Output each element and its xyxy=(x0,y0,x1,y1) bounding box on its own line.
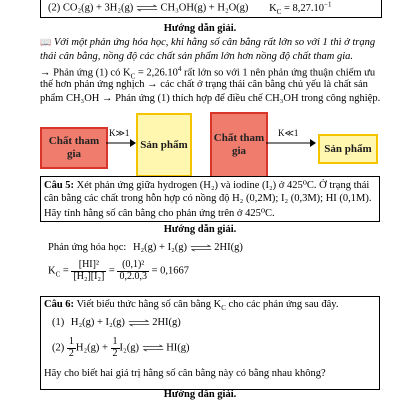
half-fraction-1: $\frac{1}{2}$ xyxy=(68,336,74,359)
q6-reaction-2: (2) $\frac{1}{2}$ H₂(g) + $\frac{1}{2}$ I₂(g) HI(g) xyxy=(52,336,190,359)
kc-calculation: $K_C$ = $\frac{\text{[HI]²}}{\text{[H₂][I₂]}}$ = $\frac{\text{(0,1)²}}{0,2.0,3}$ = 0,1667 xyxy=(48,259,190,282)
top-eq-kc: $K_C = 8,27.10^{-1}$ xyxy=(269,0,332,16)
kc-fraction-2: $\frac{\text{(0,1)²}}{0,2.0,3}$ xyxy=(119,259,147,282)
guide-heading-2: Hướng dẫn giải. xyxy=(163,224,237,235)
equilibrium-arrow-icon xyxy=(136,4,158,12)
q6-line-1: Câu 6: Viết biểu thức hằng số cân bằng $K_C$ cho các phản ứng sau đây. xyxy=(44,299,339,313)
half-fraction-2: $\frac{1}{2}$ xyxy=(112,336,118,359)
equilibrium-arrow-icon xyxy=(190,244,212,252)
q5-line-2: cân bằng các chất trong hỗn hợp có nồng độ H₂ (0,2M); I₂ (0,3M); HI (0,1M). xyxy=(44,193,372,204)
top-eq-reactants: (2) CO₂(g) + 3H₂(g) xyxy=(48,2,134,14)
guide-heading-1: Hướng dẫn giải. xyxy=(163,23,237,34)
guide-heading-3: Hướng dẫn giải. xyxy=(163,389,237,400)
q5-line-1: Câu 5: Xét phản ứng giữa hydrogen (H₂) và iodine (I₂) ở 425⁰C. Ở trạng thái xyxy=(44,180,370,191)
paragraph-2-line-2: thế hơn phản ứng nghịch → các chất ở trạng thái cân bằng chủ yếu là chất sản xyxy=(40,79,368,90)
product-card-right: Sản phẩm xyxy=(318,134,378,164)
q5-line-3: Hãy tính hằng số cân bằng cho phản ứng trên ở 425⁰C. xyxy=(44,208,275,219)
paragraph-1-line-2: thái cân bằng, nồng độ các chất sản phẩm lớn hơn nồng độ chất tham gia. xyxy=(40,51,354,62)
paragraph-1-line-1: 📖 Với một phản ứng hóa học, khi hằng số cân bằng rất lớn so với 1 thì ở trạng xyxy=(40,37,376,48)
kc-fraction-1: $\frac{\text{[HI]²}}{\text{[H₂][I₂]}}$ xyxy=(73,259,105,282)
top-eq-products: CH₃OH(g) + H₂O(g) xyxy=(160,2,249,14)
paragraph-2-line-3: phẩm CH₃OH → Phản ứng (1) thích hợp để điều chế CH₃OH trong công nghiệp. xyxy=(40,93,381,104)
kc-result: = 0,1667 xyxy=(151,265,190,277)
paragraph-2-line-1: → Phản ứng (1) có $K_C = 2,26.10^4$ rất lớn so với 1 nên phản ứng thuận chiếm ưu xyxy=(40,65,376,81)
q6-last-line: Hãy cho biết hai giá trị hằng số cân bằng này có bằng nhau không? xyxy=(44,368,326,379)
arrow-right-icon xyxy=(106,138,136,148)
top-equation xyxy=(48,0,331,16)
k-large-label: K≫1 xyxy=(109,128,130,138)
arrow-right-icon xyxy=(266,138,316,148)
book-icon: 📖 xyxy=(40,37,52,47)
reactant-card-right: Chất tham gia xyxy=(210,112,268,178)
equilibrium-arrow-icon xyxy=(142,344,164,352)
product-card-left: Sản phẩm xyxy=(136,113,192,177)
reactant-card-left: Chất tham gia xyxy=(40,127,108,169)
reaction-line: Phản ứng hóa học: H₂(g) + I₂(g) 2HI(g) xyxy=(48,242,243,253)
k-small-label: K≪1 xyxy=(278,128,299,138)
q6-reaction-1: (1) H₂(g) + I₂(g) 2HI(g) xyxy=(52,317,181,328)
equilibrium-arrow-icon xyxy=(128,319,150,327)
